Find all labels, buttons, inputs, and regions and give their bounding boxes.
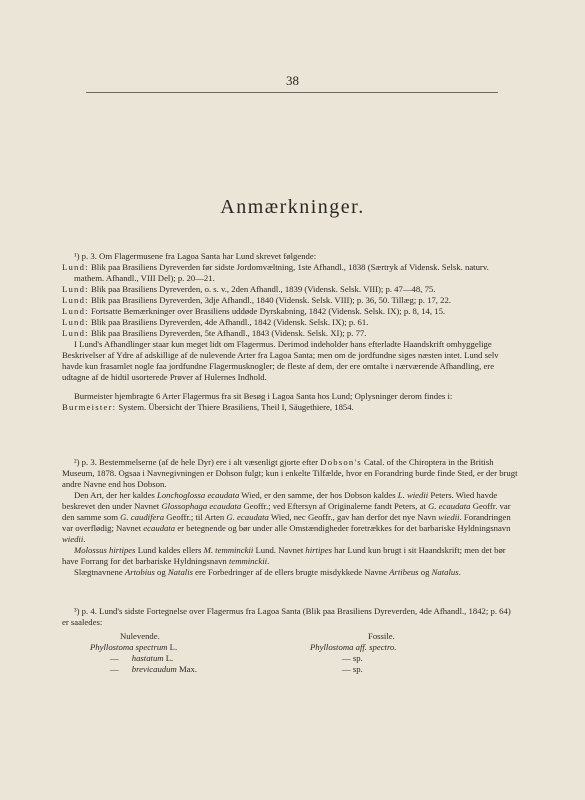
reference: Lund: Blik paa Brasiliens Dyreverden, 4de Afhandl., 1842 (Vidensk. Selsk. IX); p. 61. <box>62 317 369 327</box>
note-2-paragraph-3: Molossus hirtipes Lund kaldes ellers M. temminckii Lund. Navnet hirtipes har Lund kun brugt i sit Haandskrift; men det bør have Forrang for det barbariske Hyldningsnavn temminckii. <box>62 545 506 566</box>
column-header: Nulevende. <box>120 631 160 641</box>
header-rule <box>86 92 498 93</box>
note-1-burmeister-paragraph: Burmeister hjembragte 6 Arter Flagermus fra sit Besøg i Lagoa Santa hos Lund; Oplysninger derom findes i: <box>74 391 453 401</box>
note-2-paragraph-2: Den Art, der her kaldes Lonchoglossa ecaudata Wied, er den samme, der hos Dobson kaldes L. wiedii Peters. Wied havde beskrevet den under Navnet Glossophaga ecaudata Geoffr.; ved Eftersyn af Originalerne fandt Peters, at G. ecaudata Geoffr. var den samme som G. caudifera Geoffr.; til Arten G. ecaudata Wied, nec Geoffr., gav han derfor det nye Navn wiedii. Forandringen var overflødig; Navnet ecaudata er betegnende og bør under alle Omstændigheder foretrækkes for det barbariske Hyldningsnavn wiedii. <box>62 490 511 544</box>
species-column-recent <box>70 631 290 675</box>
reference: Lund: Blik paa Brasiliens Dyreverden, o. s. v., 2den Afhandl., 1839 (Vidensk. Selsk. VIII); p. 47—48, 75. <box>62 284 436 294</box>
species-row: — hastatum L. <box>110 653 174 663</box>
species-row: — brevicaudum Max. <box>110 664 198 674</box>
species-list <box>70 631 520 691</box>
species-row: — sp. <box>342 653 363 663</box>
section-heading: Anmærkninger. <box>220 196 365 218</box>
species-row: — sp. <box>342 664 363 674</box>
species-row: Phyllostoma spectrum L. <box>90 642 178 652</box>
note-3 <box>62 606 518 628</box>
page-number: 38 <box>286 73 299 88</box>
column-header: Fossile. <box>368 631 395 641</box>
reference: Lund: Blik paa Brasiliens Dyreverden, 5te Afhandl., 1843 (Vidensk. Selsk. XI); p. 77. <box>62 328 367 338</box>
species-row: Phyllostoma aff. spectro. <box>310 642 397 652</box>
species-column-fossil <box>310 631 510 675</box>
note-2-paragraph-4: Slægtnavnene Artobius og Natalis ere Forbedringer af de ellers brugte misdykkede Navne Artibeus og Natalus. <box>74 567 461 577</box>
reference: Lund: Fortsatte Bemærkninger over Brasiliens uddøde Dyrskabning, 1842 (Vidensk. Selsk. IX); p. 8, 14, 15. <box>62 306 446 316</box>
note-1 <box>62 251 518 413</box>
reference: Lund: Blik paa Brasiliens Dyreverden før sidste Jordomvæltning, 1ste Afhandl., 1838 (Særtryk af Vidensk. Selsk. naturv. mathem. Afhandl., VIII Del); p. 20—21. <box>62 262 489 283</box>
note-1-intro: ¹) p. 3. Om Flagermusene fra Lagoa Santa har Lund skrevet følgende: <box>74 251 317 261</box>
reference: Burmeister: System. Übersicht der Thiere Brasiliens, Theil I, Säugethiere, 1854. <box>62 402 354 412</box>
note-1-paragraph: I Lund's Afhandlinger staar kun meget lidt om Flagermus. Derimod indeholder hans efterladte Haandskrift omhyggelige Beskrivelser af Ydre af adskillige af de nulevende Arter fra Lagoa Santa; men om de jordfundne siges næsten intet. Lund selv havde kun frasamlet nogle faa jordfundne Flagermusknogler; de fleste af dem, der ere omtalte i nærværende Afhandling, ere udtagne af de hidtil usorterede Prøver af Hulernes Indhold. <box>62 339 499 382</box>
reference: Lund: Blik paa Brasiliens Dyreverden, 3dje Afhandl., 1840 (Vidensk. Selsk. VIII); p. 36, 50. Tillæg; p. 17, 22. <box>62 295 451 305</box>
note-2-paragraph-1: ²) p. 3. Bestemmelserne (af de hele Dyr) ere i alt væsenligt gjorte efter Dobson's Catal. of the Chiroptera in the British Museum, 1878. Ogsaa i Navnegivningen er Dobson fulgt; kun i enkelte Tilfælde, hvor en Forandring burde finde Sted, er der brugt andre Navne end hos Dobson. <box>62 457 518 489</box>
note-3-paragraph: ³) p. 4. Lund's sidste Fortegnelse over Flagermus fra Lagoa Santa (Blik paa Brasiliens Dyreverden, 4de Afhandl., 1842; p. 64) er saaledes: <box>62 606 511 627</box>
note-2 <box>62 457 518 578</box>
